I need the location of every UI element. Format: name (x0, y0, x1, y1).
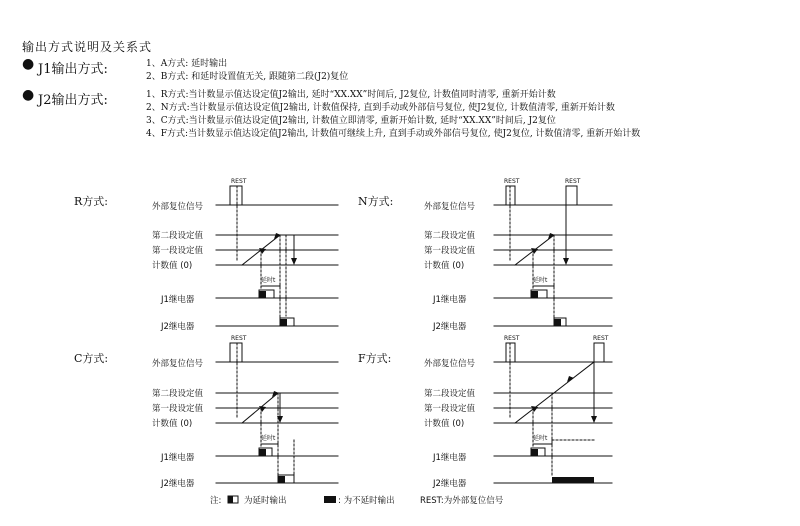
r-stage1-label: 第一段设定值 (152, 246, 204, 256)
r-delay-tag: 延时t (261, 277, 276, 284)
j2-item-4: 4、F方式:当计数显示值达设定值J2输出, 计数值可继续上升, 直到手动或外部信号复位, 使J2复位, 计数值清零, 重新开始计数 (146, 129, 641, 139)
r-ext-reset-label: 外部复位信号 (152, 202, 204, 212)
n-ext-reset-label: 外部复位信号 (424, 202, 476, 212)
j1-item-2: 2、B方式: 和延时设置值无关, 跟随第二段(J2)复位 (146, 72, 349, 82)
diagram-r-mode (74, 178, 338, 332)
f-count-label: 计数值 (0) (424, 419, 465, 429)
r-j2-label: J2继电器 (161, 322, 195, 332)
n-mode-label: N方式: (358, 195, 394, 208)
f-delay-tag: 延时t (533, 435, 548, 442)
n-delay-tag: 延时t (533, 277, 548, 284)
n-j2-label: J2继电器 (433, 322, 467, 332)
no-delay-output-swatch (324, 496, 336, 503)
c-j1-label: J1继电器 (161, 453, 195, 463)
n-rest-label-1: REST (504, 178, 520, 185)
legend-delay-text: 为延时输出 (244, 496, 287, 506)
n-stage1-label: 第一段设定值 (424, 246, 476, 256)
diagram-n-mode (358, 178, 612, 332)
r-count-label: 计数值 (0) (152, 261, 193, 271)
j2-item-3: 3、C方式:当计数显示值达设定值J2输出, 计数值立即清零, 重新开始计数, 延时“XX.XX”时间后, J2复位 (146, 116, 556, 126)
r-mode-label: R方式: (74, 195, 108, 208)
n-rest-label-2: REST (565, 178, 581, 185)
j1-item-1: 1、A方式: 延时输出 (146, 59, 228, 69)
j2-item-1: 1、R方式:当计数显示值达设定值J2输出, 延时“XX.XX”时间后, J2复位, 计数值同时清零, 重新开始计数 (146, 90, 556, 100)
r-rest-label: REST (231, 178, 247, 185)
r-j1-label: J1继电器 (161, 295, 195, 305)
delay-output-swatch (228, 496, 238, 503)
f-rest-label-1: REST (504, 335, 520, 342)
legend-no-delay-text: : 为不延时输出 (338, 496, 395, 506)
f-rest-label-2: REST (593, 335, 609, 342)
diagram-c-mode (74, 335, 338, 489)
f-stage2-label: 第二段设定值 (424, 389, 476, 399)
j1-bullet: ● (22, 56, 35, 72)
c-j2-label: J2继电器 (161, 479, 195, 489)
legend-note-prefix: 注: (210, 496, 222, 506)
j1-label: J1输出方式: (38, 62, 108, 77)
c-ext-reset-label: 外部复位信号 (152, 359, 204, 369)
c-stage2-label: 第二段设定值 (152, 389, 204, 399)
j2-item-2: 2、N方式:当计数显示值达设定值J2输出, 计数值保持, 直到手动或外部信号复位, 使J2复位, 计数值清零, 重新开始计数 (146, 103, 615, 113)
legend-rest-note: REST:为外部复位信号 (420, 496, 504, 506)
n-j1-label: J1继电器 (433, 295, 467, 305)
c-count-label: 计数值 (0) (152, 419, 193, 429)
f-j2-label: J2继电器 (433, 479, 467, 489)
c-mode-label: C方式: (74, 352, 109, 365)
diagram-f-mode (358, 335, 612, 489)
c-rest-label: REST (231, 335, 247, 342)
n-count-label: 计数值 (0) (424, 261, 465, 271)
r-stage2-label: 第二段设定值 (152, 231, 204, 241)
j2-bullet: ● (22, 87, 35, 103)
j2-label: J2输出方式: (38, 93, 108, 108)
n-stage2-label: 第二段设定值 (424, 231, 476, 241)
f-j1-label: J1继电器 (433, 453, 467, 463)
c-stage1-label: 第一段设定值 (152, 404, 204, 414)
page-title: 输出方式说明及关系式 (22, 40, 153, 54)
f-mode-label: F方式: (358, 352, 392, 365)
c-delay-tag: 延时t (261, 435, 276, 442)
f-stage1-label: 第一段设定值 (424, 404, 476, 414)
f-ext-reset-label: 外部复位信号 (424, 359, 476, 369)
legend (210, 495, 504, 506)
